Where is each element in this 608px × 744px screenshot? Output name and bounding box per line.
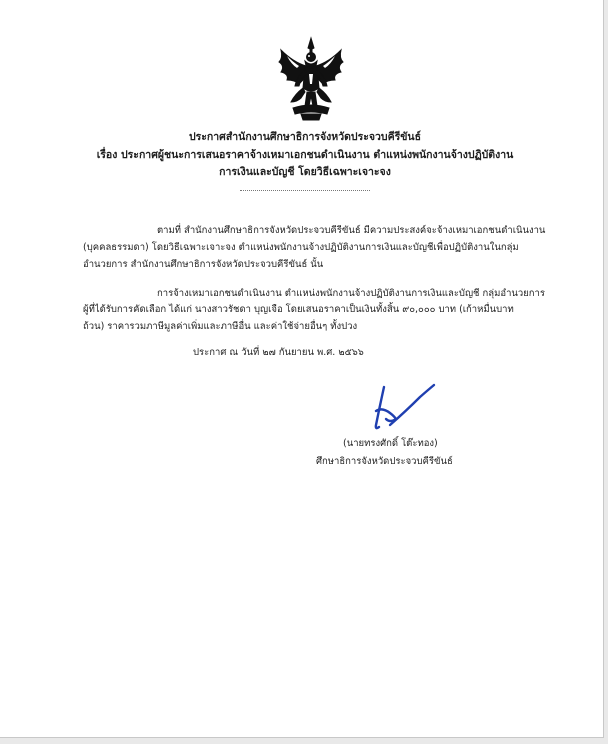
signature-mark-icon <box>366 383 440 433</box>
garuda-emblem-icon <box>271 36 351 124</box>
dotted-divider <box>240 190 370 191</box>
signatory-name: (นายทรงศักดิ์ โต๊ะทอง) <box>343 438 438 449</box>
announcement-subject-cont: การเงินและบัญชี โดยวิธีเฉพาะเจาะจง <box>219 166 391 178</box>
announcement-title: ประกาศสำนักงานศึกษาธิการจังหวัดประจวบคีรีขันธ์ <box>188 131 422 143</box>
paragraph-2-line: การจ้างเหมาเอกชนดำเนินงาน ตำแหน่งพนักงานจ้างปฏิบัติงานการเงินและบัญชี กลุ่มอำนวยการ <box>157 288 545 299</box>
paragraph-2-line: ถ้วน) ราคารวมภาษีมูลค่าเพิ่มและภาษีอื่น และค่าใช้จ่ายอื่นๆ ทั้งปวง <box>83 321 358 332</box>
paragraph-2-line: ผู้ที่ได้รับการคัดเลือก ได้แก่ นางสาวรัชดา บุญเจือ โดยเสนอราคาเป็นเงินทั้งสิ้น ๙๐,๐๐๐ บาท (เก้าหมื่นบาท <box>83 304 514 315</box>
announcement-subject: เรื่อง ประกาศผู้ชนะการเสนอราคาจ้างเหมาเอกชนดำเนินงาน ตำแหน่งพนักงานจ้างปฏิบัติงาน <box>96 149 514 161</box>
paragraph-1-line: อำนวยการ สำนักงานศึกษาธิการจังหวัดประจวบคีรีขันธ์ นั้น <box>83 259 324 270</box>
paragraph-1-line: ตามที่ สำนักงานศึกษาธิการจังหวัดประจวบคีรีขันธ์ มีความประสงค์จะจ้างเหมาเอกชนดำเนินงาน <box>157 225 546 236</box>
announcement-date: ประกาศ ณ วันที่ ๒๗ กันยายน พ.ศ. ๒๕๖๖ <box>193 347 364 358</box>
paragraph-1-line: (บุคคลธรรมดา) โดยวิธีเฉพาะเจาะจง ตำแหน่งพนักงานจ้างปฏิบัติงานการเงินและบัญชีเพื่อปฏิบัติงานในกลุ่ม <box>83 242 519 253</box>
signatory-position: ศึกษาธิการจังหวัดประจวบคีรีขันธ์ <box>316 456 453 467</box>
